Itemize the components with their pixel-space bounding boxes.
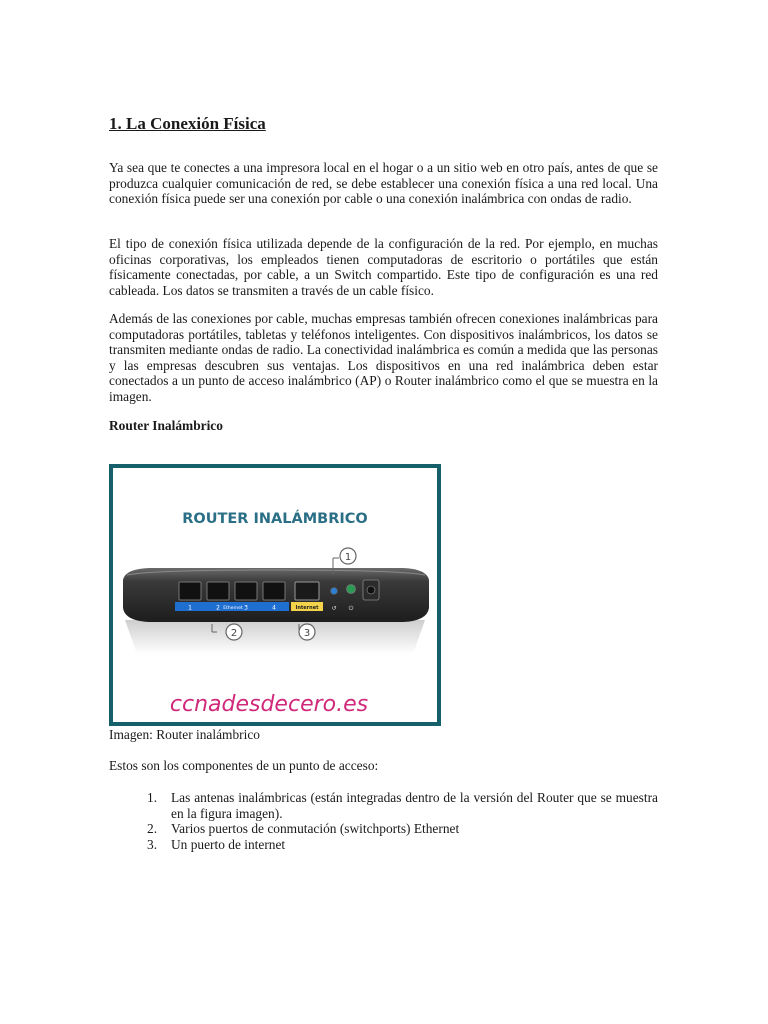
components-list (109, 790, 658, 852)
figure-caption: Imagen: Router inalámbrico (109, 727, 260, 742)
router-reflection (125, 620, 425, 654)
section-heading: 1. La Conexión Física (109, 114, 266, 133)
port-label-1: 1 (188, 604, 192, 612)
svg-text:⏻: ⏻ (348, 605, 354, 612)
list-item (109, 837, 658, 853)
port-label-ethernet: Ethernet (223, 606, 243, 611)
list-item (109, 821, 658, 837)
router-illustration (113, 468, 437, 722)
subheading-router: Router Inalámbrico (109, 418, 223, 433)
list-item-number: 2. (147, 821, 158, 837)
paragraph-wired-network: El tipo de conexión física utilizada depende de la configuración de la red. Por ejemplo, en muchas oficinas corporativas, los empleados tienen computadoras de escritorio o portátiles que están físicamente conectadas, por cable, a un Switch compartido. Este tipo de configuración es una red cableada. Los datos se transmiten a través de un cable físico. (109, 236, 658, 298)
wps-button-icon (331, 588, 338, 595)
router-figure (109, 464, 441, 726)
marker-3-label: 3 (303, 628, 311, 639)
port-label-2: 2 (216, 604, 220, 612)
svg-text:↺: ↺ (331, 605, 337, 612)
power-button-icon (347, 585, 356, 594)
list-item (109, 790, 658, 821)
list-item-text: Varios puertos de conmutación (switchports) Ethernet (171, 821, 460, 837)
port-label-3: 3 (244, 604, 248, 612)
list-item-number: 1. (147, 790, 158, 805)
list-intro: Estos son los componentes de un punto de acceso: (109, 758, 379, 773)
list-item-number: 3. (147, 836, 158, 852)
port-label-4: 4 (272, 604, 276, 612)
figure-title: ROUTER INALÁMBRICO (182, 511, 368, 527)
list-item-text: Un puerto de internet (171, 836, 286, 852)
figure-watermark: ccnadesdecero.es (169, 692, 369, 717)
port-label-internet: Internet (295, 605, 319, 611)
internet-port (295, 582, 319, 600)
marker-1-label: 1 (344, 552, 352, 563)
paragraph-wireless-network: Además de las conexiones por cable, muchas empresas también ofrecen conexiones inalámbricas para computadoras portátiles, tabletas y teléfonos inteligentes. Con dispositivos inalámbricos, los datos se transmiten mediante ondas de radio. La conectividad inalámbrica es común a medida que las personas y las empresas descubren sus ventajas. Los dispositivos en una red inalámbrica deben estar conectados a un punto de acceso inalámbrico (AP) o Router inalámbrico como el que se muestra en la imagen. (109, 311, 658, 404)
list-item-text: Las antenas inalámbricas (están integradas dentro de la versión del Router que se muestra en la figura imagen). (171, 790, 658, 821)
marker-2-label: 2 (230, 628, 238, 639)
paragraph-physical-connection: Ya sea que te conectes a una impresora local en el hogar o a un sitio web en otro país, antes de que se produzca cualquier comunicación de red, se debe establecer una conexión física a una red local. Una conexión física puede ser una conexión por cable o una conexión inalámbrica con ondas de radio. (109, 160, 658, 207)
marker-3-callout (299, 624, 315, 640)
